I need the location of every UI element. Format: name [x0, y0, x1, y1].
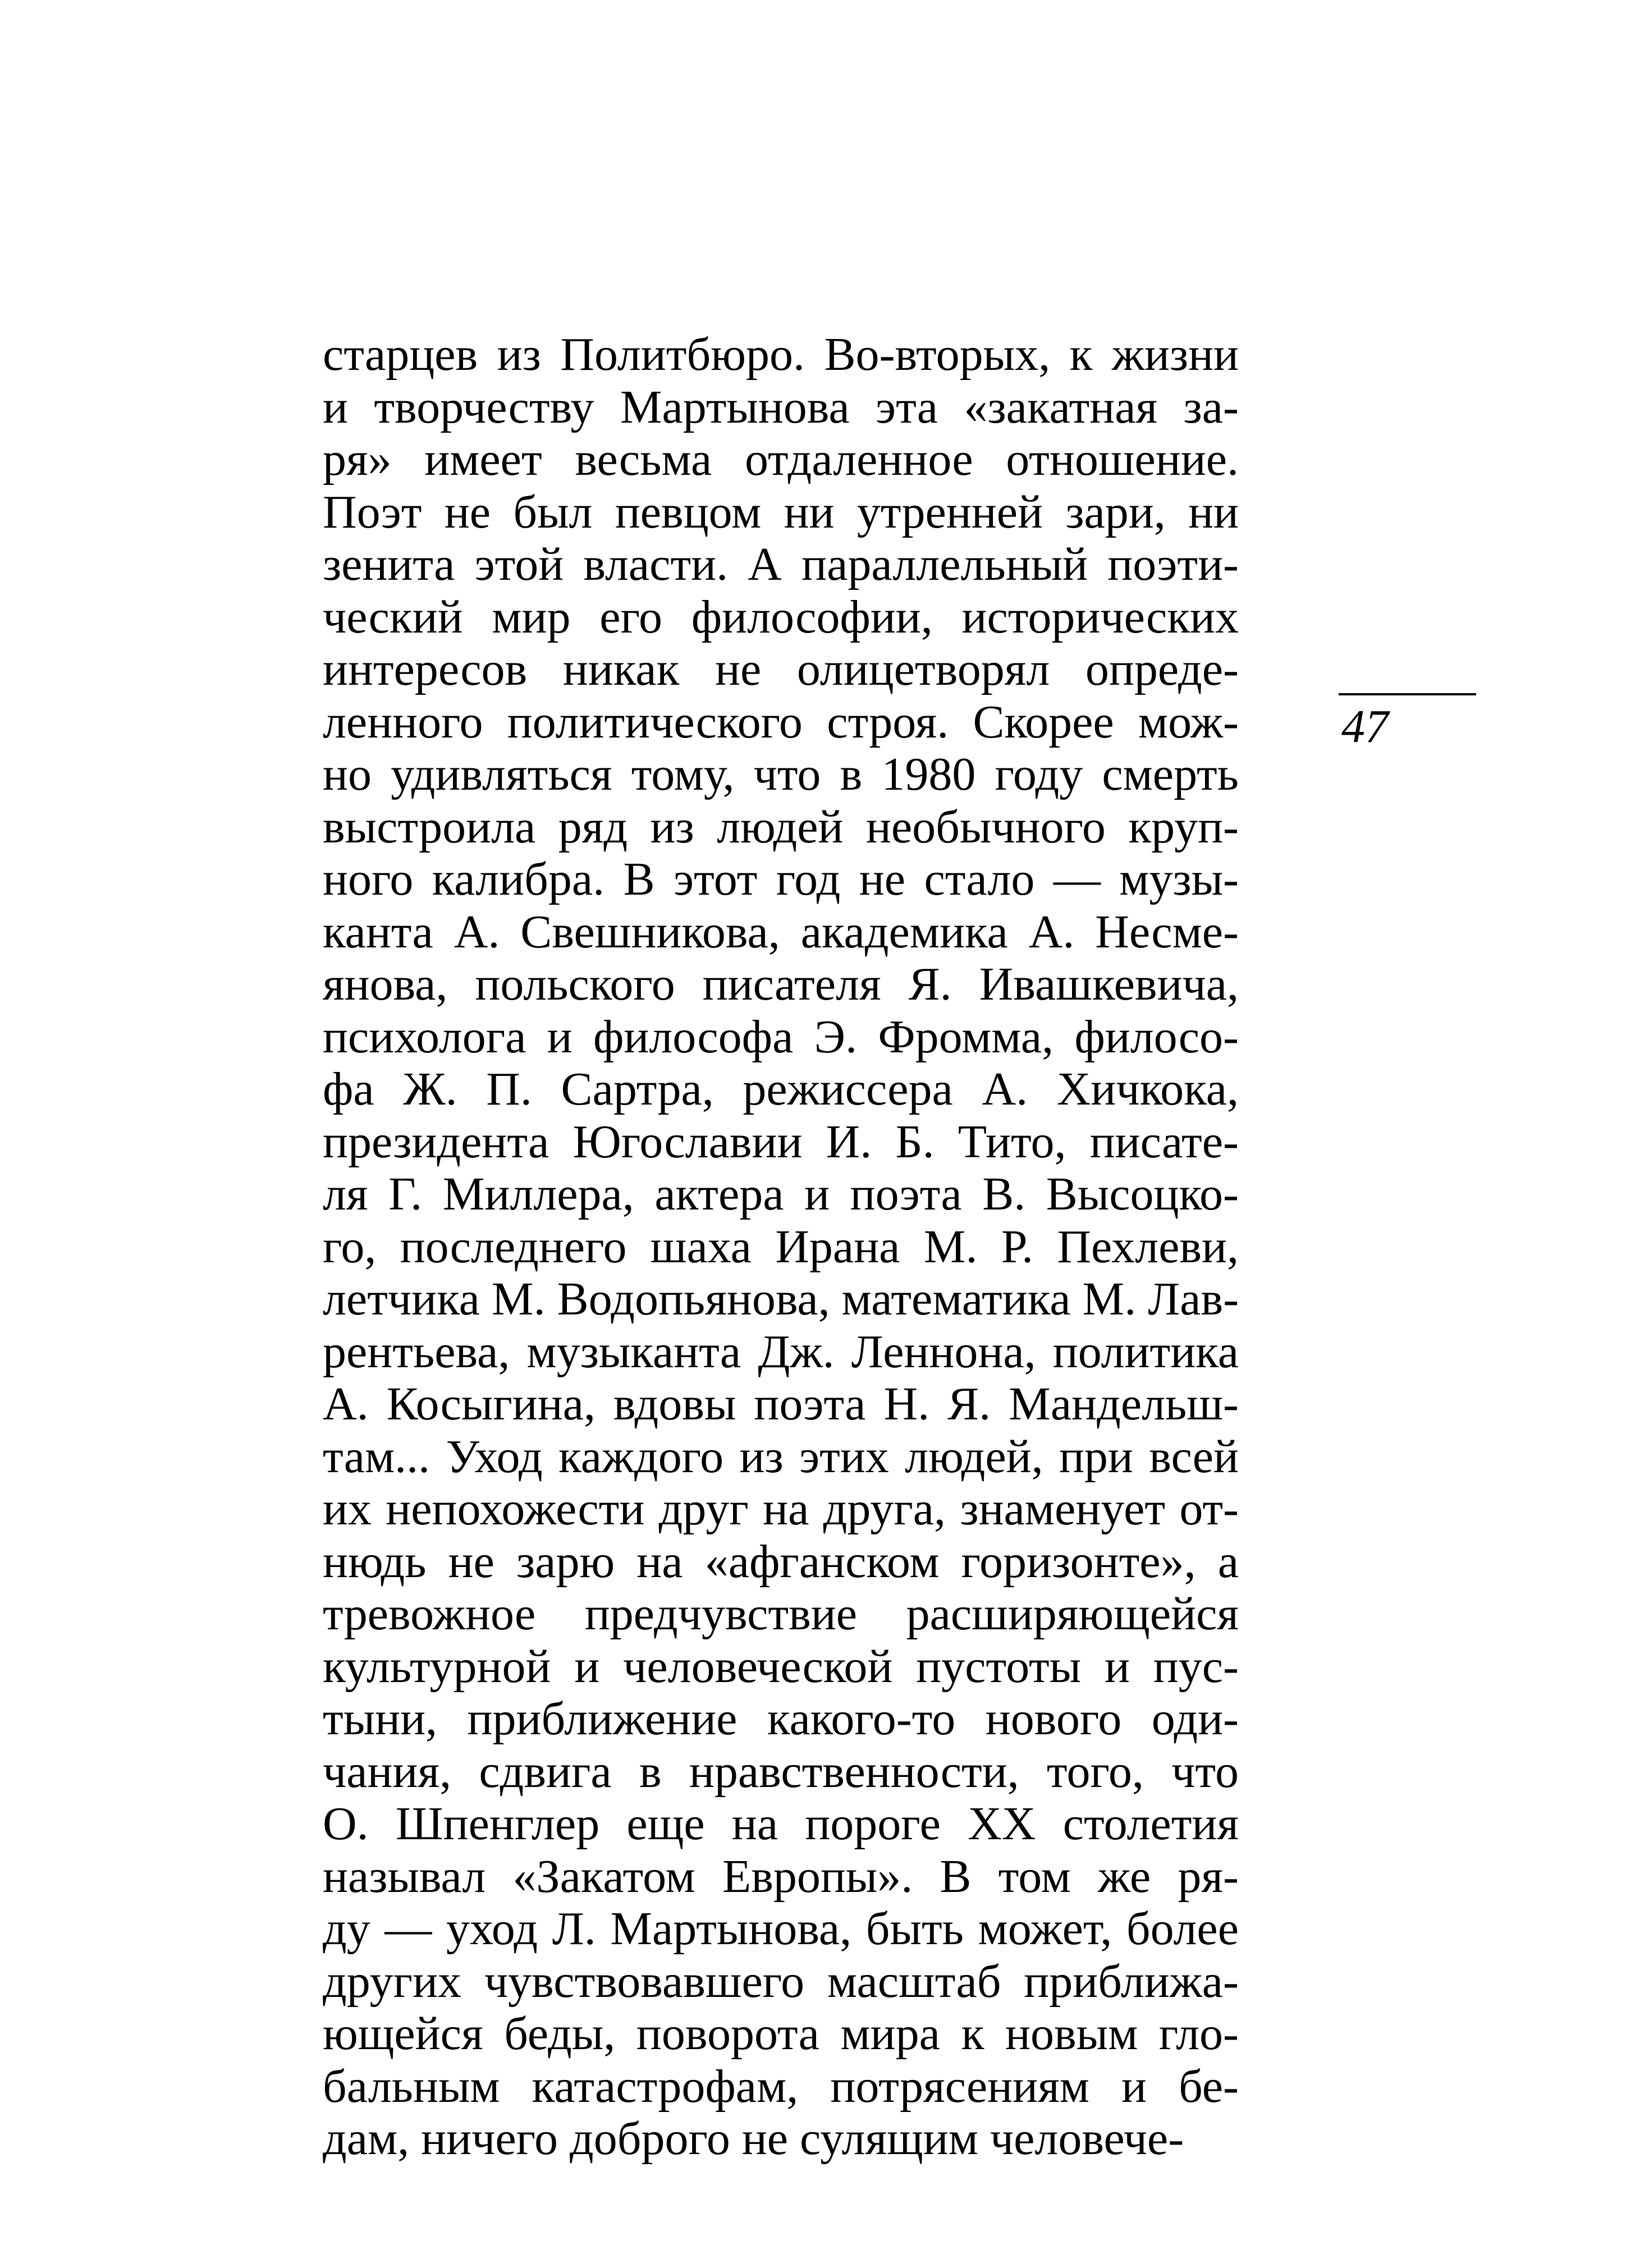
text-line: О. Шпенглер еще на пороге XX столетия [323, 1798, 1239, 1850]
text-line: старцев из Политбюро. Во-вторых, к жизни [323, 328, 1239, 381]
text-line: дам, ничего доброго не сулящим человече- [323, 2113, 1184, 2165]
text-line: рентьева, музыканта Дж. Леннона, политика [323, 1325, 1239, 1378]
text-line: тыни, приближение какого-то нового оди- [323, 1693, 1239, 1745]
text-line: нюдь не зарю на «афганском горизонте», а [323, 1535, 1239, 1588]
text-line: называл «Закатом Европы». В том же ря- [323, 1850, 1239, 1903]
page-number-rule [1339, 693, 1476, 695]
text-line: но удивляться тому, что в 1980 году смерть [323, 748, 1239, 800]
text-line: канта А. Свешникова, академика А. Несме- [323, 905, 1239, 958]
text-line: ческий мир его философии, исторических [323, 590, 1239, 643]
text-line: А. Косыгина, вдовы поэта Н. Я. Мандельш- [323, 1378, 1239, 1430]
text-line: других чувствовавшего масштаб приближа- [323, 1955, 1239, 2008]
text-line: там... Уход каждого из этих людей, при всей [323, 1430, 1239, 1483]
text-line: интересов никак не олицетворял опреде- [323, 643, 1239, 695]
text-line: бальным катастрофам, потрясениям и бе- [323, 2060, 1239, 2113]
text-line: их непохожести друг на друга, знаменует от- [323, 1483, 1239, 1535]
text-line: фа Ж. П. Сартра, режиссера А. Хичкока, [323, 1063, 1239, 1115]
text-line: ря» имеет весьма отдаленное отношение. [323, 433, 1239, 485]
text-line: ду — уход Л. Мартынова, быть может, более [323, 1903, 1239, 1955]
text-line: летчика М. Водопьянова, математика М. Лав- [323, 1273, 1239, 1325]
text-line: психолога и философа Э. Фромма, филосо- [323, 1010, 1239, 1063]
text-line: ного калибра. В этот год не стало — музы- [323, 853, 1239, 905]
text-line: ющейся беды, поворота мира к новым гло- [323, 2008, 1239, 2060]
text-line: ля Г. Миллера, актера и поэта В. Высоцко- [323, 1168, 1239, 1220]
text-line: тревожное предчувствие расширяющейся [323, 1588, 1239, 1640]
text-line: го, последнего шаха Ирана М. Р. Пехлеви, [323, 1220, 1239, 1273]
text-line: Поэт не был певцом ни утренней зари, ни [323, 485, 1239, 538]
text-line: культурной и человеческой пустоты и пус- [323, 1640, 1239, 1693]
text-line: ленного политического строя. Скорее мож- [323, 695, 1239, 748]
text-line: выстроила ряд из людей необычного круп- [323, 800, 1239, 853]
page-number: 47 [1341, 700, 1389, 753]
text-line: и творчеству Мартынова эта «закатная за- [323, 381, 1239, 433]
text-line: президента Югославии И. Б. Тито, писате- [323, 1115, 1239, 1168]
text-line: чания, сдвига в нравственности, того, что [323, 1745, 1239, 1798]
text-line: янова, польского писателя Я. Ивашкевича, [323, 958, 1239, 1010]
body-text [323, 328, 1239, 2165]
text-line: зенита этой власти. А параллельный поэти- [323, 538, 1239, 590]
